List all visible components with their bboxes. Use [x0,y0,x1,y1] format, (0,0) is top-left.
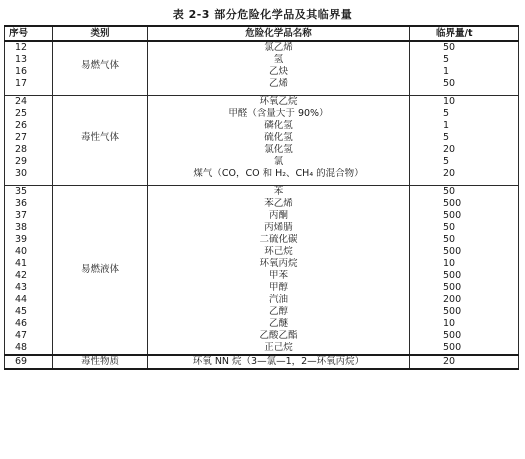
table-caption: 表 2-3 部分危险化学品及其临界量 [172,8,353,21]
threshold-qty: 500 [410,282,519,294]
row-no: 44 [5,294,53,306]
chemical-name: 二硫化碳 [148,234,410,246]
threshold-qty: 10 [410,318,519,330]
chemical-name: 乙烯 [148,78,410,90]
threshold-qty: 500 [410,306,519,318]
chemical-name: 氯 [148,156,410,168]
header-name: 危险化学品名称 [148,26,410,41]
threshold-qty: 1 [410,66,519,78]
row-no: 26 [5,120,53,132]
row-no: 17 [5,78,53,90]
threshold-qty: 5 [410,132,519,144]
chemical-name: 甲醛（含量大于 90%） [148,108,410,120]
threshold-qty: 50 [410,78,519,90]
chemical-name: 丙酮 [148,210,410,222]
chemical-name: 苯 [148,186,410,199]
chemical-name: 磷化氢 [148,120,410,132]
threshold-qty: 20 [410,355,519,369]
header-category: 类别 [53,26,148,41]
row-no: 38 [5,222,53,234]
row-no: 25 [5,108,53,120]
row-no: 46 [5,318,53,330]
chemical-name: 煤气（CO，CO 和 H₂、CH₄ 的混合物） [148,168,410,180]
category-cell: 毒性气体 [53,96,148,181]
row-no: 37 [5,210,53,222]
threshold-qty: 10 [410,258,519,270]
category-cell: 毒性物质 [53,355,148,369]
row-no: 35 [5,186,53,199]
category-cell: 易燃液体 [53,186,148,356]
threshold-qty: 500 [410,342,519,355]
threshold-qty: 500 [410,246,519,258]
chemical-name: 环氧乙烷 [148,96,410,109]
threshold-qty: 500 [410,330,519,342]
row-no: 41 [5,258,53,270]
threshold-qty: 500 [410,210,519,222]
category-cell: 易燃气体 [53,41,148,90]
threshold-qty: 50 [410,234,519,246]
table-row [5,41,519,54]
chemical-name: 氢 [148,54,410,66]
row-no: 16 [5,66,53,78]
threshold-qty: 10 [410,96,519,109]
chemical-name: 正己烷 [148,342,410,355]
row-no: 36 [5,198,53,210]
chemical-name: 丙烯腈 [148,222,410,234]
chemical-name: 乙炔 [148,66,410,78]
chemical-name: 硫化氢 [148,132,410,144]
threshold-qty: 1 [410,120,519,132]
chemical-name: 环己烷 [148,246,410,258]
row-no: 28 [5,144,53,156]
header-no: 序号 [5,26,53,41]
row-no: 42 [5,270,53,282]
row-no: 12 [5,41,53,54]
threshold-qty: 500 [410,198,519,210]
chemical-name: 汽油 [148,294,410,306]
chemical-name: 甲苯 [148,270,410,282]
chemical-name: 氯化氢 [148,144,410,156]
row-no: 30 [5,168,53,180]
row-no: 47 [5,330,53,342]
threshold-qty: 50 [410,186,519,199]
row-no: 43 [5,282,53,294]
threshold-qty: 50 [410,222,519,234]
threshold-qty: 5 [410,54,519,66]
chemical-name: 氯乙烯 [148,41,410,54]
threshold-qty: 50 [410,41,519,54]
row-no: 39 [5,234,53,246]
row-no: 29 [5,156,53,168]
chemical-name: 苯乙烯 [148,198,410,210]
header-qty: 临界量/t [410,26,519,41]
row-no: 69 [5,355,53,369]
chemical-name: 乙酸乙酯 [148,330,410,342]
table-row [5,96,519,109]
chemical-name: 甲醇 [148,282,410,294]
chemical-name: 环氧丙烷 [148,258,410,270]
threshold-qty: 5 [410,156,519,168]
chemical-name: 乙醇 [148,306,410,318]
table-row [5,355,519,369]
row-no: 48 [5,342,53,355]
header-row [5,26,519,41]
chemical-name: 环氧 NN 烷（3—氯—1，2—环氧丙烷） [148,355,410,369]
threshold-qty: 20 [410,144,519,156]
row-no: 13 [5,54,53,66]
row-no: 27 [5,132,53,144]
chemical-name: 乙醚 [148,318,410,330]
row-no: 40 [5,246,53,258]
threshold-qty: 500 [410,270,519,282]
row-no: 45 [5,306,53,318]
threshold-qty: 20 [410,168,519,180]
hazard-table [4,25,519,370]
threshold-qty: 5 [410,108,519,120]
table-row [5,186,519,199]
row-no: 24 [5,96,53,109]
threshold-qty: 200 [410,294,519,306]
